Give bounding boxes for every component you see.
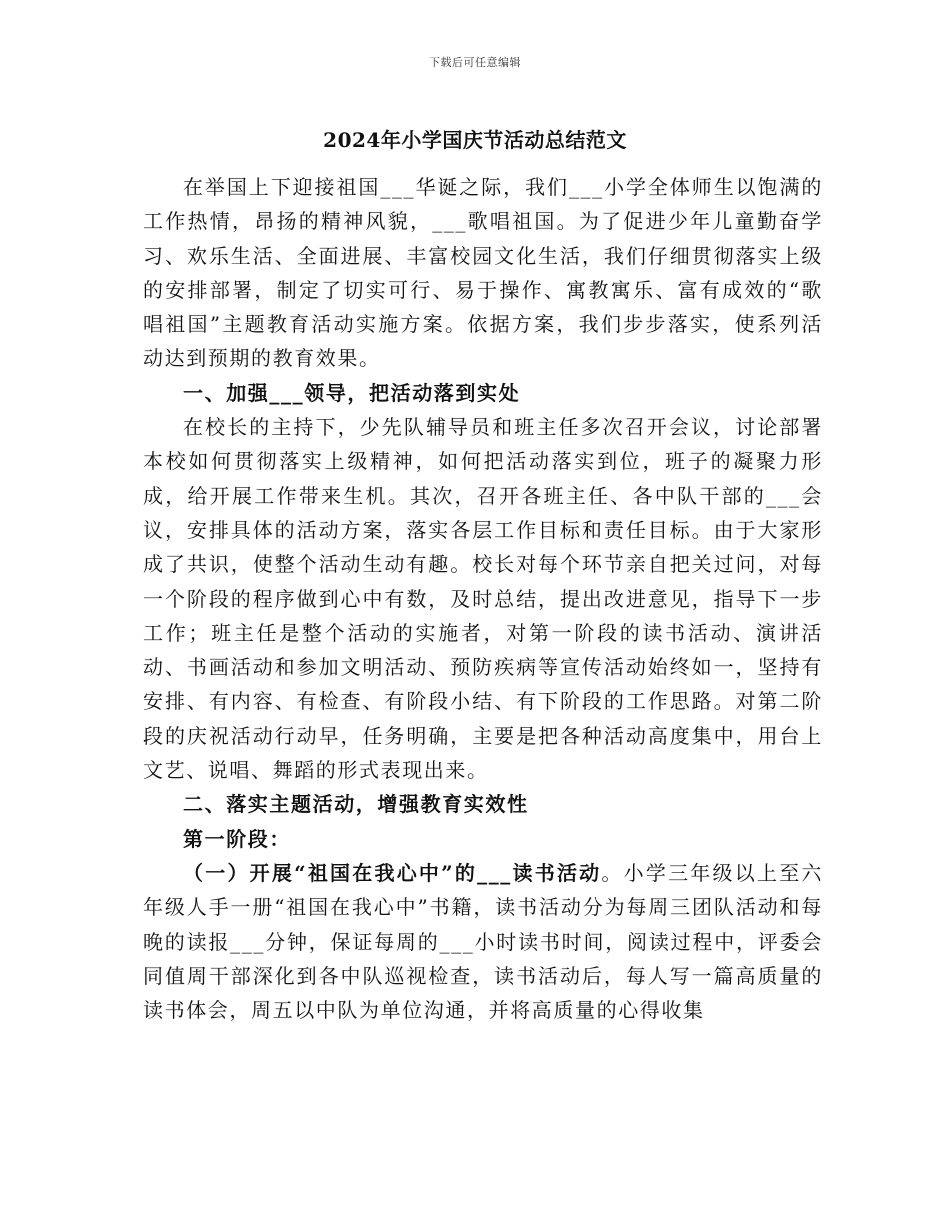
item-1-body: 。小学三年级以上至六年级人手一册“祖国在我心中”书籍，读书活动分为每周三团队活动和每晚的读报___分钟，保证每周的___小时读书时间，阅读过程中，评委会同值周干部深化到各中队巡视检查，读书活动后，每人写一篇高质量的读书体会，周五以中队为单位沟通，并将高质量的心得收集 <box>143 860 824 1023</box>
document-body <box>143 170 823 1027</box>
intro-paragraph: 在举国上下迎接祖国___华诞之际，我们___小学全体师生以饱满的工作热情，昂扬的精神风貌，___歌唱祖国。为了促进少年儿童勤奋学习、欢乐生活、全面进展、丰富校园文化生活，我们仔细贯彻落实上级的安排部署，制定了切实可行、易于操作、寓教寓乐、富有成效的“歌唱祖国”主题教育活动实施方案。依据方案，我们步步落实，使系列活动达到预期的教育效果。 <box>143 175 823 371</box>
item-1-paragraph <box>143 856 823 1027</box>
item-1-lead: （一）开展“祖国在我心中”的___读书活动 <box>183 860 602 885</box>
header-note: 下载后可任意编辑 <box>429 56 521 69</box>
phase-1-heading: 第一阶段： <box>183 826 291 851</box>
section-1-paragraph: 在校长的主持下，少先队辅导员和班主任多次召开会议，讨论部署本校如何贯彻落实上级精神，如何把活动落实到位，班子的凝聚力形成，给开展工作带来生机。其次，召开各班主任、各中队干部的___会议，安排具体的活动方案，落实各层工作目标和责任目标。由于大家形成了共识，使整个活动生动有趣。校长对每个环节亲自把关过问，对每一个阶段的程序做到心中有数，及时总结，提出改进意见，指导下一步工作；班主任是整个活动的实施者，对第一阶段的读书活动、演讲活动、书画活动和参加文明活动、预防疾病等宣传活动始终如一，坚持有安排、有内容、有检查、有阶段小结、有下阶段的工作思路。对第二阶段的庆祝活动行动早，任务明确，主要是把各种活动高度集中，用台上文艺、说唱、舞蹈的形式表现出来。 <box>143 415 823 783</box>
section-1-heading: 一、加强___领导，把活动落到实处 <box>183 380 521 405</box>
page-title: 2024年小学国庆节活动总结范文 <box>323 128 627 152</box>
section-2-heading: 二、落实主题活动，增强教育实效性 <box>183 792 529 817</box>
